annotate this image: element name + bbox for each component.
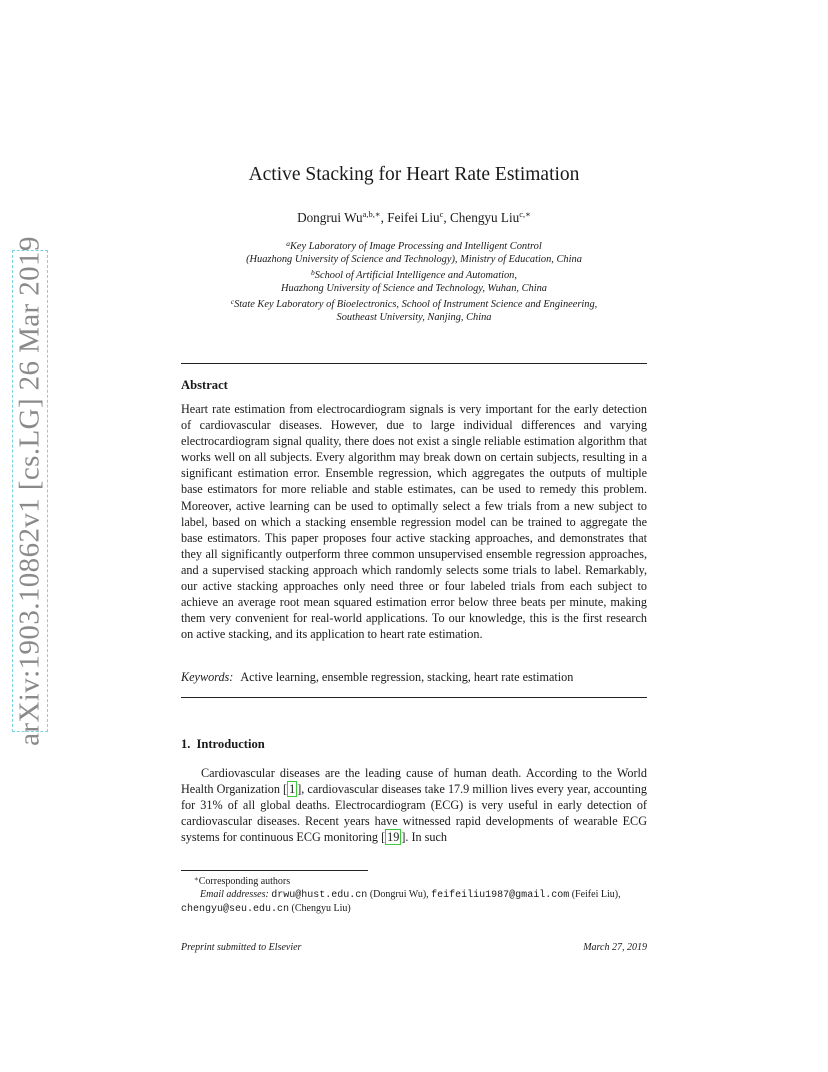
email-link[interactable]: chengyu@seu.edu.cn xyxy=(181,904,290,916)
arxiv-identifier: arXiv:1903.10862v1 [cs.LG] 26 Mar 2019 xyxy=(13,236,46,746)
affiliation-line: Southeast University, Nanjing, China xyxy=(336,312,492,324)
section-number: 1. xyxy=(181,737,191,751)
citation-link[interactable]: 1 xyxy=(289,782,296,797)
affiliation-mark: a xyxy=(286,239,290,248)
footnote-rule xyxy=(181,870,368,871)
abstract-bottom-rule xyxy=(181,697,647,698)
abstract-heading: Abstract xyxy=(181,378,228,392)
keywords-text: Active learning, ensemble regression, stacking, heart rate estimation xyxy=(240,670,574,684)
keywords-label: Keywords: xyxy=(181,670,234,684)
author-affiliation-mark: c,∗ xyxy=(519,209,531,219)
section-title: Introduction xyxy=(196,737,265,751)
affiliation-mark: c xyxy=(230,297,235,307)
footnote-mark: ∗ xyxy=(194,875,199,883)
citation-link[interactable]: 19 xyxy=(387,830,400,845)
abstract-text: Heart rate estimation from electrocardiogram signals is very important for the early detection of cardiovascular diseases. However, due to large individual differences and varying electrocardiogram signal quality, there does not exist a single reliable estimation algorithm that works well on all subjects. Every algorithm may break down on certain subjects, resulting in a significant estimation error. Ensemble regression, which aggregates the outputs of multiple base estimators for more reliable and stable estimates, can be used to remedy this problem. Moreover, active learning can be used to optimally select a few trials from a new subject to label, based on which a stacking ensemble regression model can be trained to aggregate the base estimators. This paper proposes four active stacking approaches, and demonstrates that they all significantly outperform three common unsupervised ensemble regression approaches, and a supervised stacking approach which randomly selects some trials to label. Remarkably, our active stacking approaches only need three or four labeled trials from each subject to achieve an average root mean squared estimation error below three beats per minute, making them very convenient for real-world applications. To our knowledge, this is the first research on active stacking, and its application to heart rate estimation. xyxy=(181,402,647,642)
preprint-date: March 27, 2019 xyxy=(583,942,647,953)
email-link[interactable]: feifeiliu1987@gmail.com xyxy=(431,890,570,901)
affiliation-line: $^b$School of Artificial Intelligence and Automation, xyxy=(311,268,517,282)
author-name: Feifei Liu xyxy=(387,210,440,225)
affiliation-line: Huazhong University of Science and Technology, Wuhan, China xyxy=(281,283,547,295)
affiliation-line: (Huazhong University of Science and Technology), Ministry of Education, China xyxy=(246,254,582,266)
footnote-emails: Email addresses: drwu@hust.edu.cn (Dongrui Wu), feifeiliu1987@gmail.com (Feifei Liu), chengyu@seu.edu.cn (Chengyu Liu) xyxy=(181,889,621,916)
affiliation-line: $^a$Key Laboratory of Image Processing and Intelligent Control xyxy=(286,239,542,252)
preprint-note: Preprint submitted to Elsevier xyxy=(181,942,302,953)
author-affiliation-mark: a,b,∗ xyxy=(362,209,381,219)
introduction-paragraph: Cardiovascular diseases are the leading cause of human death. According to the World Health Organization [ 1 ], cardiovascular diseases take 17.9 million lives every year, accounting for 31% of all global deaths. Electrocardiogram (ECG) is very useful in early detection of cardiovascular diseases. Recent years have witnessed rapid developments of wearable ECG systems for continuous ECG monitoring [ 19 ]. In such xyxy=(181,766,647,845)
author-name: Chengyu Liu xyxy=(450,210,520,225)
affiliation-mark: b xyxy=(311,268,315,278)
affiliation-line: $^c$State Key Laboratory of Bioelectronics, School of Instrument Science and Engineering, xyxy=(230,297,598,311)
author-list: Dongrui $Wu^{a,b,∗}$, Feifei Liu$^c$, Chengyu Liu$^{c,∗}$ xyxy=(297,209,531,225)
author-name: Dongrui Wu xyxy=(297,210,363,225)
paper-title: Active Stacking for Heart Rate Estimation xyxy=(248,164,580,185)
author-affiliation-mark: c xyxy=(439,209,444,219)
section-heading-introduction xyxy=(181,737,265,752)
keywords xyxy=(181,670,647,685)
email-label: Email addresses: xyxy=(200,889,269,900)
footnote-corresponding: ∗Corresponding authors xyxy=(194,875,291,887)
email-link[interactable]: drwu@hust.edu.cn xyxy=(271,890,368,901)
affiliations xyxy=(0,237,828,325)
abstract-top-rule xyxy=(181,363,647,364)
